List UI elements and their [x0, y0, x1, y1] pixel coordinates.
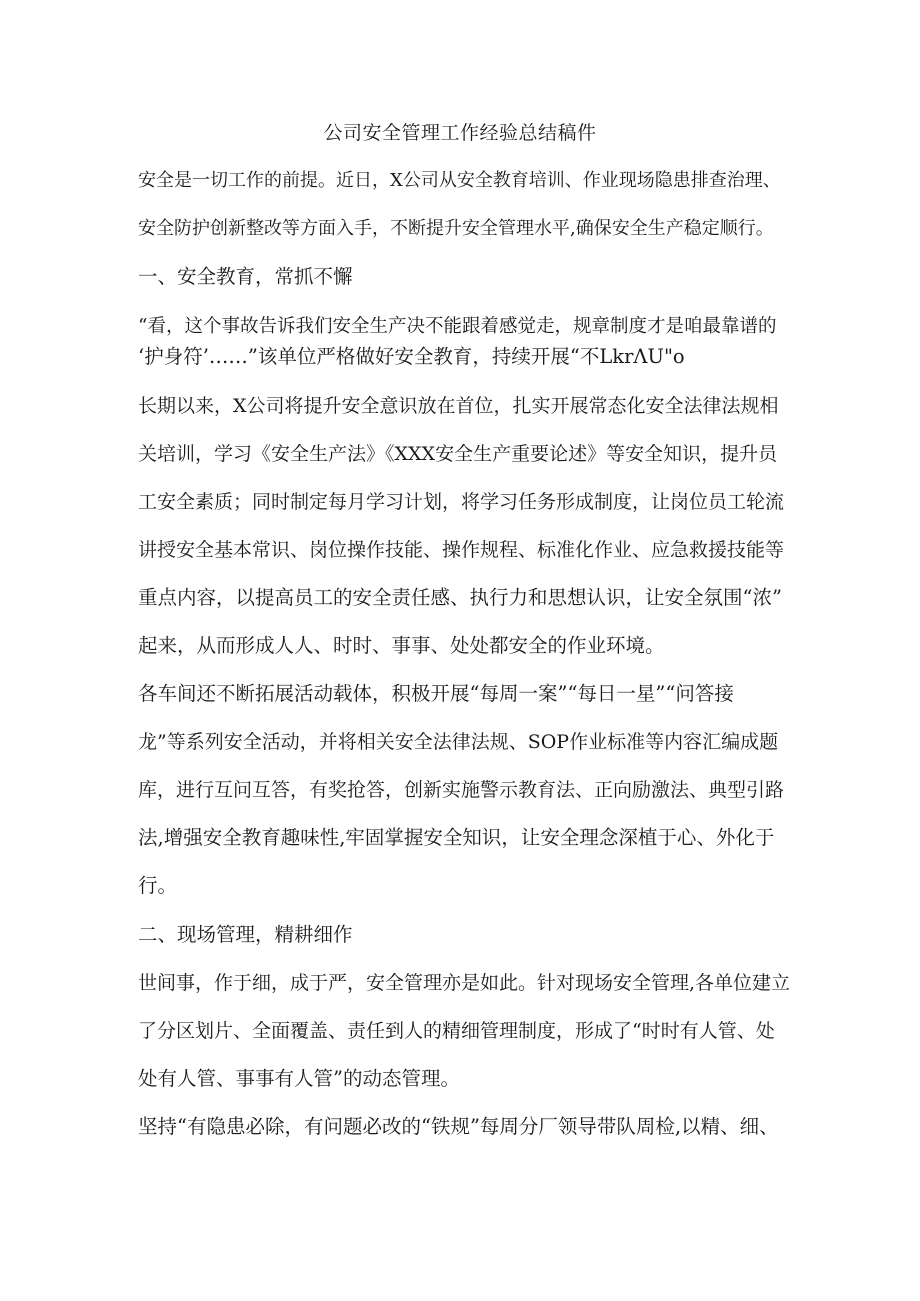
paragraph-line: 龙”等系列安全活动，并将相关安全法律法规、SOP作业标准等内容汇编成题 [138, 731, 779, 753]
section-heading: 二、现场管理，精耕细作 [138, 923, 353, 946]
paragraph-line: 世间事，作于细，成于严，安全管理亦是如此。针对现场安全管理,各单位建立 [138, 972, 791, 994]
paragraph-line: 各车间还不断拓展活动载体，积极开展“每周一案”“每日一星”“问答接 [138, 682, 734, 705]
paragraph-line: 起来，从而形成人人、时时、事事、处处都安全的作业环境。 [138, 634, 665, 657]
paragraph-line: 工安全素质；同时制定每月学习计划，将学习任务形成制度，让岗位员工轮流 [138, 491, 785, 513]
paragraph-line: “看，这个事故告诉我们安全生产决不能跟着感觉走，规章制度才是咱最靠谱的 [138, 316, 777, 337]
paragraph-line: 坚持“有隐患必除，有问题必改的“铁规”每周分厂领导带队周检,以精、细、 [138, 1115, 779, 1138]
paragraph-line: 了分区划片、全面覆盖、责任到人的精细管理制度，形成了“时时有人管、处 [138, 1020, 775, 1042]
paragraph-line: ‘护身符’……”该单位严格做好安全教育，持续开展“不LkrΛU"o [138, 345, 685, 368]
paragraph-line: 讲授安全基本常识、岗位操作技能、操作规程、标准化作业、应急救援技能等 [138, 539, 785, 561]
paragraph-line: 行。 [138, 874, 178, 897]
paragraph-line: 安全防护创新整改等方面入手，不断提升安全管理水平,确保安全生产稳定顺行。 [138, 218, 774, 239]
paragraph-line: 法,增强安全教育趣味性,牢固掌握安全知识，让安全理念深植于心、外化于 [138, 826, 775, 849]
paragraph-line: 重点内容，以提高员工的安全责任感、执行力和思想认识，让安全氛围“浓” [138, 586, 782, 609]
paragraph-line: 关培训，学习《安全生产法》《XXX安全生产重要论述》等安全知识，提升员 [138, 443, 778, 465]
paragraph-line: 安全是一切工作的前提。近日，X公司从安全教育培训、作业现场隐患排查治理、 [138, 170, 781, 191]
paragraph-line: 库，进行互问互答，有奖抢答，创新实施警示教育法、正向励激法、典型引路 [138, 779, 785, 801]
section-heading: 一、安全教育，常抓不懈 [138, 265, 353, 288]
paragraph-line: 长期以来，X公司将提升安全意识放在首位，扎实开展常态化安全法律法规相 [138, 395, 779, 417]
document-title: 公司安全管理工作经验总结稿件 [323, 122, 597, 144]
paragraph-line: 处有人管、事事有人管”的动态管理。 [138, 1067, 460, 1090]
